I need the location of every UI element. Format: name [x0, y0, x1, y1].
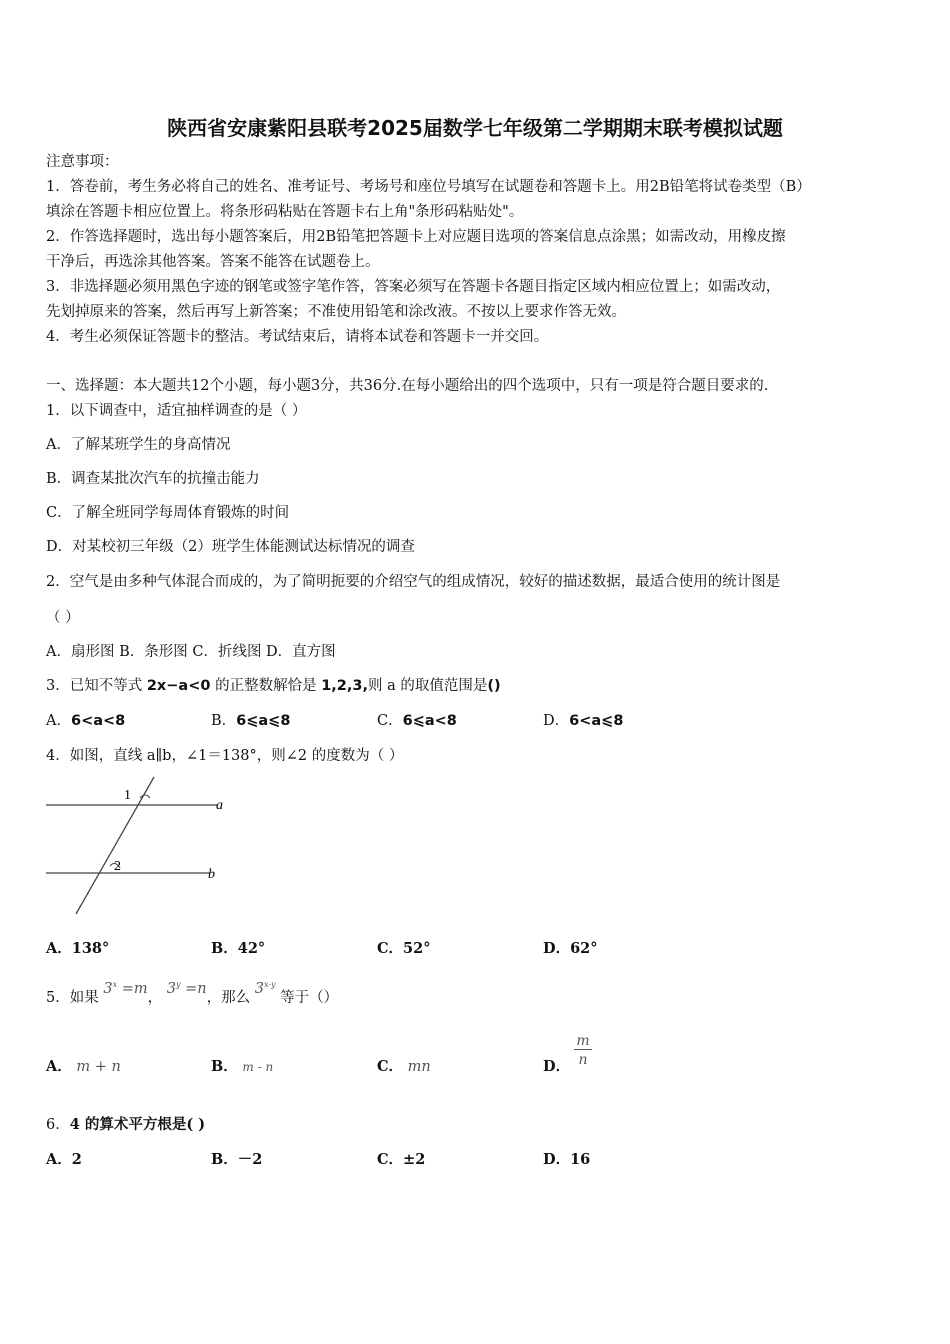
q3-solutions: 1,2,3,	[321, 678, 368, 694]
q5-mid: ，那么	[206, 989, 251, 1006]
q2-options: A．扇形图 B．条形图 C．折线图 D．直方图	[46, 644, 336, 660]
q2-paren: （ ）	[46, 610, 80, 626]
angle-1-arc	[140, 795, 150, 798]
q5-expr-1: 3$^x$ =m	[103, 980, 148, 997]
q4-option-a: A．138°	[46, 940, 110, 957]
q5-post: 等于（）	[280, 989, 339, 1006]
transversal	[76, 777, 154, 914]
notice-item-3a: 3．非选择题必须用黑色字迹的钢笔或签字笔作答，答案必须写在答题卡各题目指定区域内相应位置上；如需改动，	[46, 279, 781, 295]
label-1: 1	[124, 788, 131, 803]
fraction-numerator: m	[574, 1033, 592, 1050]
q5-pre: 5．如果	[46, 989, 99, 1006]
q3-pre: 已知不等式	[69, 678, 147, 694]
page-title: 陕西省安康紫阳县联考2025届数学七年级第二学期期末联考模拟试题	[167, 116, 783, 140]
q3-option-c: C．6⩽a<8	[377, 713, 457, 729]
q4-option-b: B．42°	[211, 940, 266, 957]
notice-item-1a: 1．答卷前，考生务必将自己的姓名、准考证号、考场号和座位号填写在试题卷和答题卡上。用2B铅笔将试卷类型（B）	[46, 179, 811, 195]
q2-stem: 2．空气是由多种气体混合而成的，为了简明扼要的介绍空气的组成情况，较好的描述数据，最适合使用的统计图是	[46, 574, 781, 590]
q4-stem: 4．如图，直线 a∥b，∠1＝138°，则∠2 的度数为（ ）	[46, 748, 404, 764]
q3-inequality: 2x−a<0	[146, 678, 211, 694]
q1-option-a: A．了解某班学生的身高情况	[46, 437, 231, 453]
q6-option-c: C．±2	[377, 1151, 426, 1168]
q3-number: 3．	[46, 678, 70, 694]
notice-item-4: 4．考生必须保证答题卡的整洁。考试结束后，请将本试卷和答题卡一并交回。	[46, 329, 549, 345]
q3-option-a: A．6<a<8	[46, 713, 126, 729]
notice-item-1b: 填涂在答题卡相应位置上。将条形码粘贴在答题卡右上角"条形码粘贴处"。	[46, 204, 524, 220]
q3-stem	[46, 677, 501, 695]
q3-mid: 的正整数解恰是	[210, 678, 322, 694]
q1-option-d: D．对某校初三年级（2）班学生体能测试达标情况的调查	[46, 539, 415, 555]
q3-paren: ()	[487, 678, 501, 694]
q1-option-b: B．调查某批次汽车的抗撞击能力	[46, 471, 260, 487]
q5-option-a: A． m + n	[46, 1058, 121, 1075]
q6-option-a: A．2	[46, 1151, 82, 1168]
q4-option-d: D．62°	[543, 940, 598, 957]
q3-option-b: B．6⩽a⩽8	[211, 713, 291, 729]
q6-option-d: D．16	[543, 1151, 591, 1168]
label-b: b	[208, 867, 215, 882]
notice-item-2a: 2．作答选择题时，选出每小题答案后，用2B铅笔把答题卡上对应题目选项的答案信息点涂黑；如需改动，用橡皮擦	[46, 229, 786, 245]
q3-post: 则 a 的取值范围是	[367, 678, 488, 694]
q5-option-d-fraction	[574, 1033, 592, 1070]
q6-stem: 6．4 的算术平方根是( )	[46, 1116, 206, 1133]
q1-stem: 1．以下调查中，适宜抽样调查的是（ ）	[46, 403, 307, 419]
q4-option-c: C．52°	[377, 940, 431, 957]
label-2: 2	[114, 859, 121, 874]
q5-option-d: D．	[543, 1058, 571, 1075]
section-heading: 一、选择题：本大题共12个小题，每小题3分，共36分.在每小题给出的四个选项中，只有一项是符合题目要求的.	[46, 378, 769, 394]
q5-option-b: B． m - n	[211, 1058, 274, 1075]
q5-expr-2: 3$^y$ =n	[166, 980, 207, 997]
q3-option-d: D．6<a⩽8	[543, 713, 624, 729]
fraction-denominator: n	[578, 1052, 588, 1068]
q5-stem: 5．如果 3$^x$ =m， 3$^y$ =n，那么 3$^{x-y}$ 等于（）	[46, 980, 339, 1006]
q5-option-c: C． mn	[377, 1058, 431, 1075]
q1-option-c: C．了解全班同学每周体育锻炼的时间	[46, 505, 290, 521]
q5-expr-3: 3$^{x-y}$	[254, 980, 276, 997]
q4-figure	[42, 774, 242, 919]
notice-heading: 注意事项：	[46, 154, 119, 170]
notice-item-2b: 干净后，再选涂其他答案。答案不能答在试题卷上。	[46, 254, 380, 270]
q6-option-b: B．－2	[211, 1151, 263, 1168]
notice-item-3b: 先划掉原来的答案，然后再写上新答案；不准使用铅笔和涂改液。不按以上要求作答无效。	[46, 304, 626, 320]
label-a: a	[216, 798, 223, 813]
